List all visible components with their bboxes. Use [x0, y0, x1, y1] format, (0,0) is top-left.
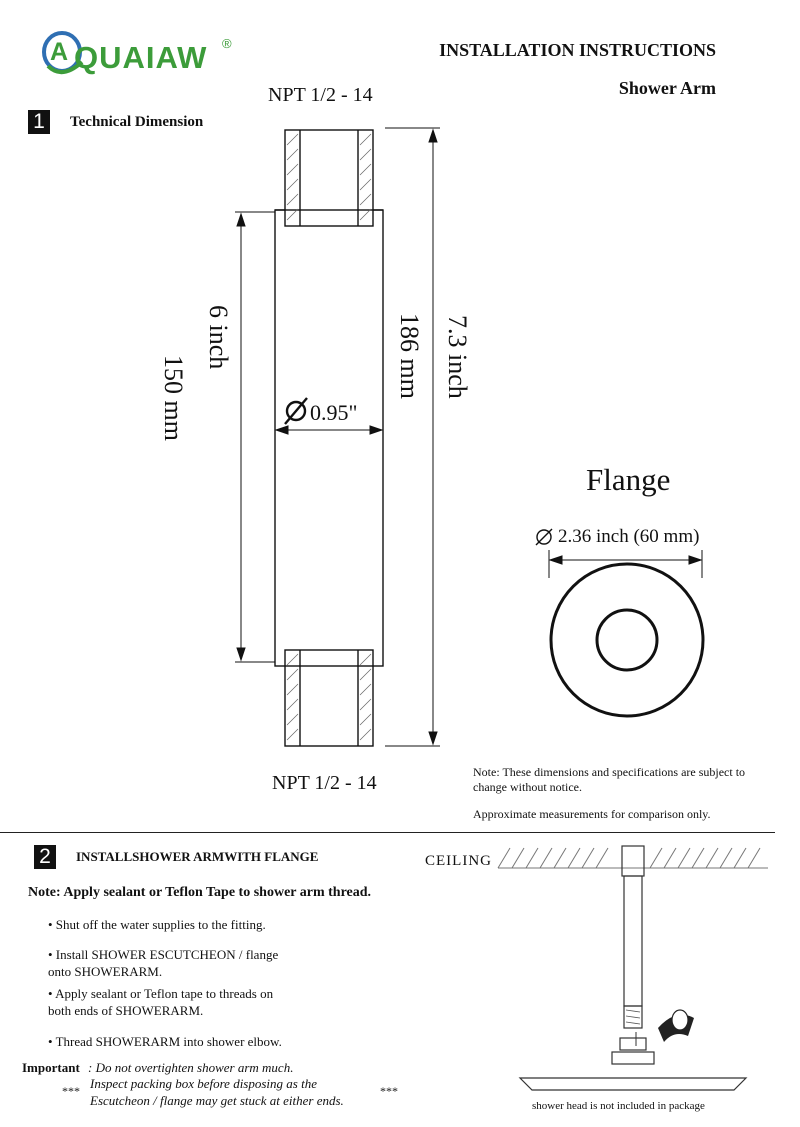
stars-left: *** — [62, 1084, 80, 1098]
inner-mm-label: 150 mm — [159, 355, 188, 441]
arm-body — [275, 210, 383, 666]
brand-first-letter: A — [50, 38, 69, 66]
top-fitting — [285, 130, 373, 226]
shower-head — [520, 1078, 746, 1090]
diameter-label: 0.95" — [310, 400, 358, 425]
stars-right: *** — [380, 1084, 398, 1098]
registered-mark: ® — [222, 36, 232, 51]
arm-pipe — [624, 876, 642, 1006]
outer-mm-label: 186 mm — [395, 313, 424, 399]
ceiling-fitting — [622, 846, 644, 876]
ceiling-label: CEILING — [425, 853, 492, 869]
flange-inner — [597, 610, 657, 670]
page-subtitle: Shower Arm — [618, 78, 716, 98]
inner-inch-label: 6 inch — [204, 305, 233, 370]
section-2-title: INSTALLSHOWER ARMWITH FLANGE — [76, 849, 319, 864]
flange-diameter-label: 2.36 inch (60 mm) — [558, 526, 700, 547]
section-1-number: 1 — [28, 110, 50, 134]
important-line-1: : Do not overtighten shower arm much. — [88, 1060, 294, 1075]
step-4: • Thread SHOWERARM into shower elbow. — [48, 1034, 282, 1049]
important-label: Important — [22, 1060, 80, 1075]
step-1: • Shut off the water supplies to the fitting. — [48, 917, 266, 932]
illustration-caption: shower head is not included in package — [532, 1100, 705, 1112]
npt-bottom-label: NPT 1/2 - 14 — [272, 772, 377, 794]
step-2: • Install SHOWER ESCUTCHEON / flange onto SHOWERARM. — [48, 947, 279, 979]
flange-title: Flange — [586, 462, 671, 497]
section-divider — [0, 832, 775, 833]
brand-name: QUAIAW — [74, 40, 208, 75]
outer-inch-label: 7.3 inch — [443, 315, 472, 399]
npt-top-label: NPT 1/2 - 14 — [268, 84, 373, 106]
installation-illustration — [490, 840, 770, 1105]
dimension-note: Note: These dimensions and specifications are subject to change without notice. — [473, 765, 746, 794]
important-line-3: Escutcheon / flange may get stuck at either ends. — [90, 1093, 344, 1108]
step-3: • Apply sealant or Teflon tape to threads on both ends of SHOWERARM. — [48, 986, 274, 1018]
approx-note: Approximate measurements for comparison only. — [473, 807, 711, 821]
important-line-2: Inspect packing box before disposing as the — [90, 1076, 317, 1091]
page-title: INSTALLATION INSTRUCTIONS — [439, 40, 716, 60]
section-2-number: 2 — [34, 845, 56, 869]
sealant-note: Note: Apply sealant or Teflon Tape to shower arm thread. — [28, 885, 372, 900]
bottom-fitting — [285, 650, 373, 746]
section-1-title: Technical Dimension — [70, 114, 204, 130]
flange-outer — [551, 564, 703, 716]
